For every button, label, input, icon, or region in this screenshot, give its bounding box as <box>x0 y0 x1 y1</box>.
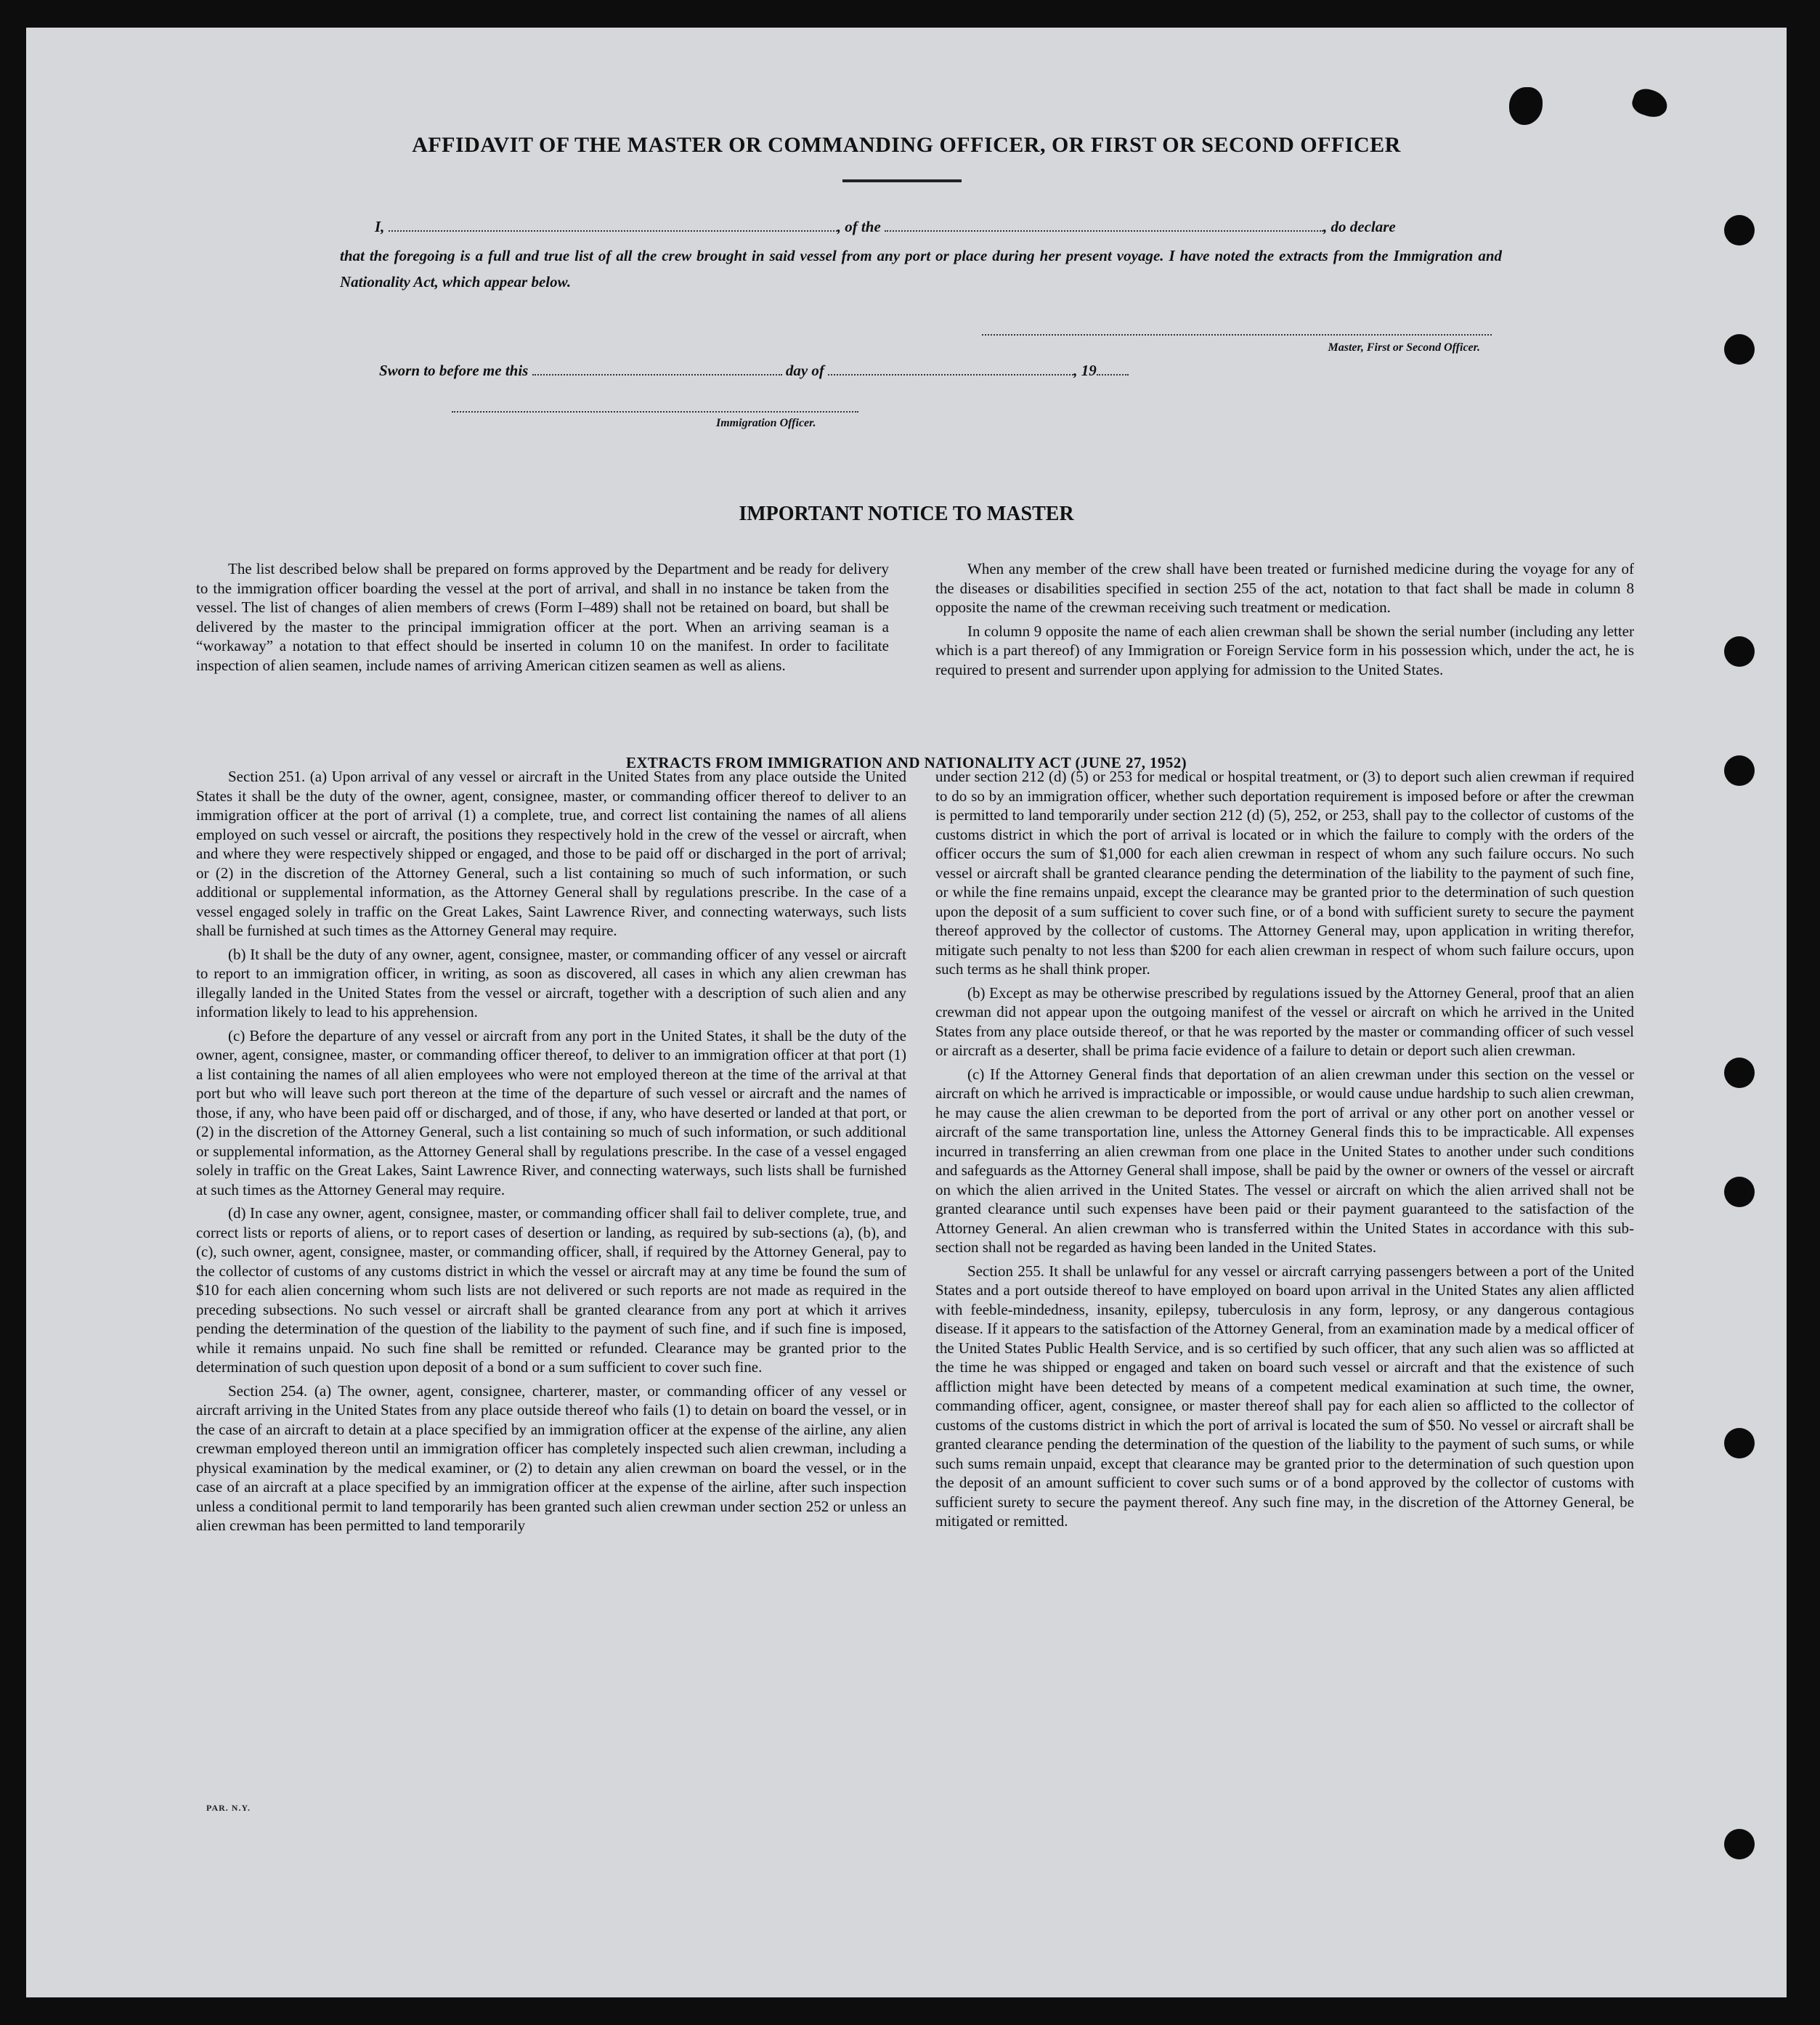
binder-hole <box>1724 1829 1755 1859</box>
document-page <box>26 28 1787 1997</box>
of-the-label: , of the <box>837 218 881 235</box>
name-field[interactable] <box>389 220 837 232</box>
printer-code: PAR. N.Y. <box>206 1803 251 1813</box>
sworn-label: Sworn to before me this <box>379 362 529 379</box>
section-254-a-continued: under section 212 (d) (5) or 253 for medical or hospital treatment, or (3) to deport such alien crewman if required to do so by an immigration officer, whether such deportation requirement is imposed before or after the crewman is permitted to land temporarily under section 212 (d) (5), 252, or 253, shall pay to the collector of customs of the customs district in which the port of arrival is located or in which the failure to comply with the orders of the officer occurs the sum of $1,000 for each alien crewman in respect of whom any such failure occurs. No such vessel or aircraft shall be granted clearance pending the determination of the liability to the payment of such fine, or while the fine remains unpaid, except the clearance may be granted prior to the determination of such question upon the deposit of a sum sufficient to cover such fine, or of a bond with sufficient surety to secure the payment thereof approved by the collector of customs. The Attorney General may, upon application in writing therefor, mitigate such penalty to not less than $200 for each alien crewman in respect of whom such failure occurs, upon such terms as he shall think proper. <box>935 768 1634 978</box>
officer-caption: Immigration Officer. <box>716 417 816 429</box>
affidavit-declarant-line <box>375 218 1396 236</box>
section-255: Section 255. It shall be unlawful for any vessel or aircraft carrying passengers between a port of the United States and a port outside thereof to have employed on board upon arrival in the United States any alien afflicted with feeble-mindedness, insanity, epilepsy, tuberculosis in any form, leprosy, or any dangerous contagious disease. If it appears to the satisfaction of the Attorney General, from an examination made by a medical officer of the United States Public Health Service, and is so certified by such officer, that any such alien was so afflicted at the time he was shipped or engaged and taken on board such vessel or aircraft and that the existence of such affliction might have been detected by means of a competent medical examination at such time, the owner, commanding officer, agent, consignee, or master thereof shall pay for each alien so afflicted to the collector of customs of the customs district in which the port of arrival is located the sum of $50. No vessel or aircraft shall be granted clearance pending the determination of the question of the liability to the payment of such sums, or while such sums remain unpaid, except that clearance may be granted prior to the determination of such question upon the deposit of an amount sufficient to cover such sums or of a bond approved by the collector of customs with sufficient surety to secure the payment thereof. Any such fine may, in the discretion of the Attorney General, be mitigated or remitted. <box>935 1262 1634 1530</box>
officer-signature-line[interactable] <box>452 411 858 413</box>
extracts-right-column <box>935 767 1634 1535</box>
master-caption: Master, First or Second Officer. <box>1328 341 1480 354</box>
sworn-day-field[interactable] <box>532 364 782 376</box>
section-254-c: (c) If the Attorney General finds that deportation of an alien crewman under this section on the vessel or aircraft on which he arrived is impracticable or impossible, or would cause undue hardship to such alien crewman, he may cause the alien crewman to be deported from the port of arrival or any other port on another vessel or aircraft of the same transportation line, unless the Attorney General finds this to be impracticable. All expenses incurred in transferring an alien crewman from one place in the United States to another under such conditions and safeguards as the Attorney General shall impose, shall be paid by the owner or owners of the vessel or aircraft on which the alien arrived in the United States. The vessel or aircraft on which the alien arrived shall not be granted clearance until such expenses have been paid or their payment guaranteed to the satisfaction of the Attorney General. An alien crewman who is transferred within the United States in accordance with this sub-section shall not be regarded as having been landed in the United States. <box>935 1065 1634 1256</box>
notice-left-column <box>196 559 889 679</box>
binder-hole <box>1724 636 1755 667</box>
declaration-text: that the foregoing is a full and true list of all the crew brought in said vessel from any port or place during her present voyage. I have noted the extracts from the Immigration and Nationality Act, which appear below. <box>340 247 1502 291</box>
section-251-a: Section 251. (a) Upon arrival of any vessel or aircraft in the United States from any place outside the United States it shall be the duty of the owner, agent, consignee, master, or commanding officer thereof to deliver to an immigration officer at the port of arrival (1) a complete, true, and correct list containing the names of all aliens employed on such vessel or aircraft, the positions they respectively hold in the crew of the vessel or aircraft, when and where they were respectively shipped or engaged, and those to be paid off or discharged in the port of arrival; or (2) in the discretion of the Attorney General, such a list containing so much of such information, or such additional or supplemental information, as the Attorney General shall by regulations prescribe. In the case of a vessel engaged solely in traffic on the Great Lakes, Saint Lawrence River, and connecting waterways, such lists shall be furnished at such times as the Attorney General may require. <box>196 768 906 939</box>
notice-heading: IMPORTANT NOTICE TO MASTER <box>739 503 1074 525</box>
notice-left-text: The list described below shall be prepared on forms approved by the Department and be ready for delivery to the immigration officer boarding the vessel at the port of arrival, and shall in no instance be taken from the vessel. The list of changes of alien members of crews (Form I–489) shall not be retained on board, but shall be delivered by the master to the principal immigration officer at the port. When an arriving seaman is a “workaway” a notation to that effect should be inserted in column 10 on the manifest. In order to facilitate inspection of alien seamen, include names of arriving American citizen seamen as well as aliens. <box>196 560 889 674</box>
ink-blot <box>1630 85 1671 121</box>
section-254-b: (b) Except as may be otherwise prescribed by regulations issued by the Attorney General, proof that an alien crewman did not appear upon the outgoing manifest of the vessel or aircraft on which he arrived in the United States from any place outside thereof, or that he was reported by the master or commanding officer of such vessel or aircraft as a deserter, shall be prima facie evidence of a failure to detain or deport such alien crewman. <box>935 983 1634 1059</box>
binder-hole <box>1724 334 1755 365</box>
section-254-a: Section 254. (a) The owner, agent, consignee, charterer, master, or commanding officer of any vessel or aircraft arriving in the United States from any place outside thereof who fails (1) to detain on board the vessel, or in the case of an aircraft to detain at a place specified by an immigration officer at the expense of the airline, any alien crewman employed thereon until an immigration officer has completely inspected such alien crewman, including a physical examination by the medical examiner, or (2) to detain any alien crewman on board the vessel, or in the case of an aircraft at a place specified by an immigration officer at the expense of the airline, after such inspection unless a conditional permit to land temporarily has been granted such alien crewman under section 252 or unless an alien crewman has been permitted to land temporarily <box>196 1381 906 1534</box>
section-251-b: (b) It shall be the duty of any owner, agent, consignee, master, or commanding officer of any vessel or aircraft to report to an immigration officer, in writing, as soon as discovered, all cases in which any alien crewman has illegally landed in the United States from the vessel or aircraft, together with a description of such alien and any information likely to lead to his apprehension. <box>196 945 906 1020</box>
extracts-left-column <box>196 767 906 1540</box>
vessel-field[interactable] <box>885 220 1323 232</box>
binder-hole <box>1724 1177 1755 1207</box>
notice-right-text-2: In column 9 opposite the name of each alien crewman shall be shown the serial number (including any letter which is a part thereof) of any Immigration or Foreign Service form in his possession which, under the act, he is required to present and surrender upon applying for admission to the United States. <box>935 622 1634 678</box>
title-rule <box>842 179 962 182</box>
binder-hole <box>1724 1428 1755 1458</box>
sworn-month-field[interactable] <box>828 364 1073 376</box>
notice-right-column <box>935 559 1634 683</box>
binder-hole <box>1724 215 1755 245</box>
year-label: , 19 <box>1073 362 1097 379</box>
day-of-label: day of <box>785 362 824 379</box>
sworn-line <box>379 362 1129 380</box>
i-label: I, <box>375 218 385 235</box>
binder-hole <box>1724 1058 1755 1088</box>
notice-right-text-1: When any member of the crew shall have been treated or furnished medicine during the voyage for any of the diseases or disabilities specified in section 255 of the act, notation to that fact shall be made in column 8 opposite the name of the crewman receiving such treatment or medication. <box>935 560 1634 616</box>
page-title: AFFIDAVIT OF THE MASTER OR COMMANDING OFFICER, OR FIRST OR SECOND OFFICER <box>412 133 1401 157</box>
ink-blot <box>1509 87 1543 125</box>
section-251-c: (c) Before the departure of any vessel or aircraft from any port in the United States, it shall be the duty of the owner, agent, consignee, master, or commanding officer thereof, to deliver to an immigration officer at that port (1) a list containing the names of all alien employees who were not employed thereon at the time of the arrival at that port but who will leave such port thereon at the time of the departure of such vessel or aircraft and the names of those, if any, who have been paid off or discharged, and of those, if any, who have deserted or landed at that port, or (2) in the discretion of the Attorney General, such a list containing so much of such information, or such additional or supplemental information, as the Attorney General shall by regulations prescribe. In the case of a vessel engaged solely in traffic on the Great Lakes, Saint Lawrence River, and connecting waterways, such lists shall be furnished at such times as the Attorney General may require. <box>196 1026 906 1198</box>
do-declare-label: , do declare <box>1323 218 1396 235</box>
master-signature-line[interactable] <box>982 334 1492 336</box>
section-251-d: (d) In case any owner, agent, consignee, master, or commanding officer shall fail to deliver complete, true, and correct lists or reports of aliens, or to report cases of desertion or landing, as required by sub-sections (a), (b), and (c), such owner, agent, consignee, master, or commanding officer, shall, if required by the Attorney General, pay to the collector of customs of any customs district in which the vessel or aircraft may at any time be found the sum of $10 for each alien concerning whom such lists are not delivered or such reports are not made as required in the preceding subsections. No such vessel or aircraft shall be granted clearance from any port at which it arrives pending the determination of the question of the liability to the payment of such fine, and if such fine is imposed, while it remains unpaid. No such fine shall be remitted or refunded. Clearance may be granted prior to the determination of such question upon deposit of a bond or a sum sufficient to cover such fine. <box>196 1204 906 1376</box>
sworn-year-field[interactable] <box>1097 364 1129 376</box>
extracts-heading: EXTRACTS FROM IMMIGRATION AND NATIONALITY ACT (JUNE 27, 1952) <box>625 754 1187 771</box>
